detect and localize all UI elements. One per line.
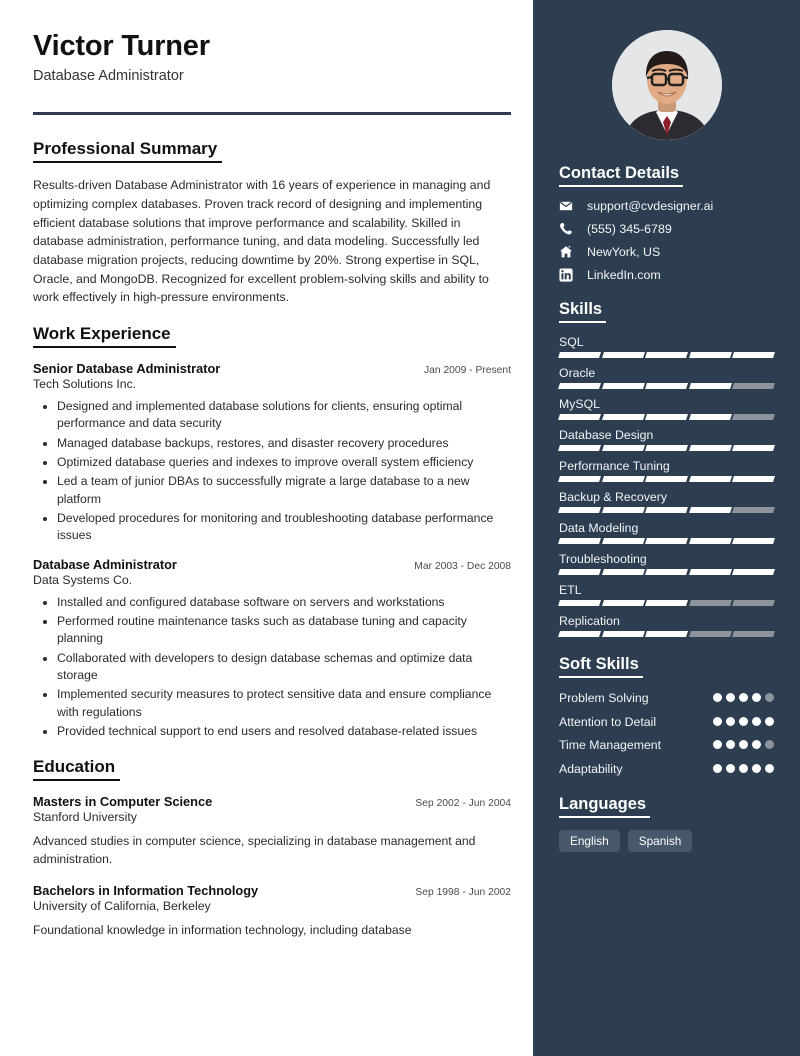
skill-bar xyxy=(559,445,774,451)
skill-segment xyxy=(732,538,775,544)
work-role: Senior Database Administrator xyxy=(33,361,221,377)
soft-skill-row xyxy=(559,690,774,707)
envelope-icon xyxy=(559,199,579,213)
work-entry-header xyxy=(33,361,511,376)
work-bullet: • Designed and implemented database solutions for clients, ensuring optimal performance and data security xyxy=(57,398,511,433)
skill-segment xyxy=(732,445,775,451)
skill-segment xyxy=(558,383,601,389)
skill-label: Troubleshooting xyxy=(559,552,647,566)
skill-segment xyxy=(602,476,645,482)
languages-heading: Languages xyxy=(559,795,650,818)
skill-label: Replication xyxy=(559,614,620,628)
education-entry xyxy=(33,794,511,868)
rating-dot xyxy=(752,717,761,726)
skill-segment xyxy=(689,600,732,606)
skill-segment xyxy=(558,507,601,513)
rating-dot xyxy=(713,764,722,773)
skill-segment xyxy=(732,476,775,482)
education-date: Sep 2002 - Jun 2004 xyxy=(415,798,511,810)
education-description: Advanced studies in computer science, specializing in database management and administration. xyxy=(33,834,476,867)
skill-row xyxy=(559,583,774,606)
home-icon xyxy=(559,245,579,259)
avatar-wrap xyxy=(559,30,774,140)
work-bullet: • Implemented security measures to protect sensitive data and ensure compliance with regulations xyxy=(57,686,511,721)
skill-label: Oracle xyxy=(559,366,596,380)
linkedin-icon xyxy=(559,268,579,282)
work-experience-section xyxy=(33,324,511,740)
skill-row xyxy=(559,490,774,513)
rating-dot xyxy=(739,764,748,773)
skills-list xyxy=(559,335,774,637)
contact-details-section xyxy=(559,164,774,282)
education-heading: Education xyxy=(33,757,120,781)
education-degree: Bachelors in Information Technology xyxy=(33,882,259,898)
skill-label: Performance Tuning xyxy=(559,459,670,473)
skill-segment xyxy=(732,569,775,575)
education-school: Stanford University xyxy=(33,810,137,825)
work-role: Database Administrator xyxy=(33,556,177,572)
skill-segment xyxy=(558,414,601,420)
skill-label: SQL xyxy=(559,335,584,349)
work-date: Jan 2009 - Present xyxy=(423,365,511,377)
header-block xyxy=(33,30,511,84)
skill-row xyxy=(559,366,774,389)
skill-label: Database Design xyxy=(559,428,654,442)
languages-list xyxy=(559,830,774,852)
work-bullets xyxy=(33,398,511,545)
soft-skills-list xyxy=(559,690,774,777)
skill-segment xyxy=(732,383,775,389)
work-bullet: • Developed procedures for monitoring and troubleshooting database performance issues xyxy=(57,510,511,545)
skill-segment xyxy=(558,445,601,451)
rating-dot xyxy=(739,693,748,702)
work-bullet: • Led a team of junior DBAs to successfully migrate a large database to a new platform xyxy=(57,473,511,508)
candidate-job-title: Database Administrator xyxy=(33,68,184,85)
work-bullet: • Installed and configured database software on servers and workstations xyxy=(57,594,511,611)
skill-segment xyxy=(645,352,688,358)
skill-segment xyxy=(732,600,775,606)
work-bullet: • Performed routine maintenance tasks such as database tuning and capacity planning xyxy=(57,613,511,648)
soft-skill-row xyxy=(559,737,774,754)
work-experience-heading: Work Experience xyxy=(33,324,176,348)
contact-details-heading: Contact Details xyxy=(559,164,683,187)
contact-value: (555) 345-6789 xyxy=(587,222,672,236)
skill-segment xyxy=(689,352,732,358)
work-bullet: • Provided technical support to end users and resolved database-related issues xyxy=(57,723,511,740)
contact-value: NewYork, US xyxy=(587,245,661,259)
soft-skill-rating xyxy=(713,737,774,749)
skill-label: Backup & Recovery xyxy=(559,490,667,504)
skill-segment xyxy=(558,631,601,637)
education-entry xyxy=(33,883,511,940)
skill-row xyxy=(559,397,774,420)
skill-segment xyxy=(732,631,775,637)
skill-segment xyxy=(645,414,688,420)
skill-segment xyxy=(602,569,645,575)
skill-row xyxy=(559,552,774,575)
work-entry-header xyxy=(33,557,511,572)
contact-row[interactable] xyxy=(559,245,774,259)
skills-heading: Skills xyxy=(559,300,606,323)
skill-row xyxy=(559,335,774,358)
work-bullets xyxy=(33,594,511,741)
phone-icon xyxy=(559,222,579,236)
language-pill[interactable]: Spanish xyxy=(628,830,693,852)
skill-bar xyxy=(559,352,774,358)
skill-segment xyxy=(558,352,601,358)
skill-segment xyxy=(689,414,732,420)
skill-bar xyxy=(559,631,774,637)
rating-dot xyxy=(726,717,735,726)
rating-dot xyxy=(752,740,761,749)
education-school: University of California, Berkeley xyxy=(33,898,211,913)
skill-label: Data Modeling xyxy=(559,521,639,535)
soft-skill-label: Problem Solving xyxy=(559,691,649,705)
rating-dot xyxy=(726,764,735,773)
skill-bar xyxy=(559,569,774,575)
soft-skills-section xyxy=(559,655,774,777)
skill-segment xyxy=(602,600,645,606)
skill-segment xyxy=(645,538,688,544)
soft-skill-label: Attention to Detail xyxy=(559,714,657,729)
contact-row[interactable] xyxy=(559,268,774,282)
skill-segment xyxy=(602,352,645,358)
contact-row[interactable] xyxy=(559,199,774,213)
skill-bar xyxy=(559,538,774,544)
education-degree: Masters in Computer Science xyxy=(33,794,213,810)
skill-segment xyxy=(689,569,732,575)
rating-dot xyxy=(765,764,774,773)
soft-skills-heading: Soft Skills xyxy=(559,655,643,678)
rating-dot xyxy=(752,764,761,773)
skill-segment xyxy=(602,507,645,513)
skill-segment xyxy=(645,445,688,451)
skills-section xyxy=(559,300,774,637)
skill-bar xyxy=(559,383,774,389)
professional-summary-section xyxy=(33,139,511,307)
education-list xyxy=(33,794,511,939)
summary-text: Results-driven Database Administrator with 16 years of experience in managing and optimizing complex databases. Proven track record of designing and implementing efficient database solutions that improve performance and scalability. Skilled in database administration, performance tuning, and data modeling. Successfully led database migration projects, reducing downtime by 20%. Strong expertise in SQL, Oracle, and MongoDB. Recognized for excellent problem-solving skills and ability to work effectively in high-pressure environments. xyxy=(33,178,491,305)
skill-segment xyxy=(558,569,601,575)
skill-row xyxy=(559,614,774,637)
soft-skill-rating xyxy=(713,761,774,773)
soft-skill-rating xyxy=(713,690,774,702)
education-entry-header xyxy=(33,883,511,898)
skill-segment xyxy=(645,600,688,606)
education-section xyxy=(33,757,511,939)
summary-heading: Professional Summary xyxy=(33,139,222,163)
work-bullet: • Optimized database queries and indexes to improve overall system efficiency xyxy=(57,454,511,471)
skill-segment xyxy=(645,507,688,513)
contact-value: support@cvdesigner.ai xyxy=(587,199,714,213)
skill-row xyxy=(559,521,774,544)
soft-skill-label: Time Management xyxy=(559,738,662,753)
skill-label: ETL xyxy=(559,583,582,597)
skill-segment xyxy=(689,507,732,513)
soft-skill-row xyxy=(559,714,774,731)
skill-segment xyxy=(732,352,775,358)
header-divider xyxy=(33,112,511,115)
sidebar xyxy=(533,0,800,1056)
skill-segment xyxy=(645,631,688,637)
work-entry xyxy=(33,361,511,545)
rating-dot xyxy=(739,740,748,749)
skill-bar xyxy=(559,507,774,513)
education-description: Foundational knowledge in information technology, including database xyxy=(33,922,412,937)
skill-segment xyxy=(689,538,732,544)
avatar xyxy=(612,30,722,140)
rating-dot xyxy=(713,740,722,749)
work-list xyxy=(33,361,511,740)
skill-segment xyxy=(645,476,688,482)
education-date: Sep 1998 - Jun 2002 xyxy=(415,886,511,898)
skill-segment xyxy=(645,569,688,575)
work-bullet: • Managed database backups, restores, and disaster recovery procedures xyxy=(57,435,511,452)
skill-segment xyxy=(558,476,601,482)
skill-segment xyxy=(689,476,732,482)
skill-segment xyxy=(689,383,732,389)
skill-segment xyxy=(602,538,645,544)
work-company: Tech Solutions Inc. xyxy=(33,377,137,392)
skill-segment xyxy=(602,414,645,420)
skill-row xyxy=(559,459,774,482)
skill-bar xyxy=(559,414,774,420)
rating-dot xyxy=(713,693,722,702)
skill-segment xyxy=(558,600,601,606)
contact-value: LinkedIn.com xyxy=(587,268,661,282)
avatar-portrait-icon xyxy=(612,30,722,140)
education-entry-header xyxy=(33,794,511,809)
skill-segment xyxy=(558,538,601,544)
skill-segment xyxy=(732,414,775,420)
rating-dot xyxy=(765,740,774,749)
contact-row[interactable] xyxy=(559,222,774,236)
rating-dot xyxy=(739,717,748,726)
skill-bar xyxy=(559,476,774,482)
work-entry xyxy=(33,557,511,741)
candidate-name: Victor Turner xyxy=(33,30,210,62)
skill-segment xyxy=(645,383,688,389)
rating-dot xyxy=(726,693,735,702)
skill-segment xyxy=(602,383,645,389)
skill-segment xyxy=(689,631,732,637)
soft-skill-rating xyxy=(713,714,774,726)
languages-section xyxy=(559,795,774,852)
language-pill[interactable]: English xyxy=(559,830,620,852)
rating-dot xyxy=(765,693,774,702)
soft-skill-row xyxy=(559,761,774,778)
soft-skill-label: Adaptability xyxy=(559,761,623,776)
rating-dot xyxy=(713,717,722,726)
skill-row xyxy=(559,428,774,451)
skill-bar xyxy=(559,600,774,606)
rating-dot xyxy=(752,693,761,702)
work-bullet: • Collaborated with developers to design database schemas and optimize data storage xyxy=(57,650,511,685)
contact-list xyxy=(559,199,774,282)
skill-segment xyxy=(602,445,645,451)
work-company: Data Systems Co. xyxy=(33,572,133,587)
rating-dot xyxy=(726,740,735,749)
skill-segment xyxy=(732,507,775,513)
skill-segment xyxy=(689,445,732,451)
skill-segment xyxy=(602,631,645,637)
skill-label: MySQL xyxy=(559,397,600,411)
rating-dot xyxy=(765,717,774,726)
work-date: Mar 2003 - Dec 2008 xyxy=(414,560,511,572)
